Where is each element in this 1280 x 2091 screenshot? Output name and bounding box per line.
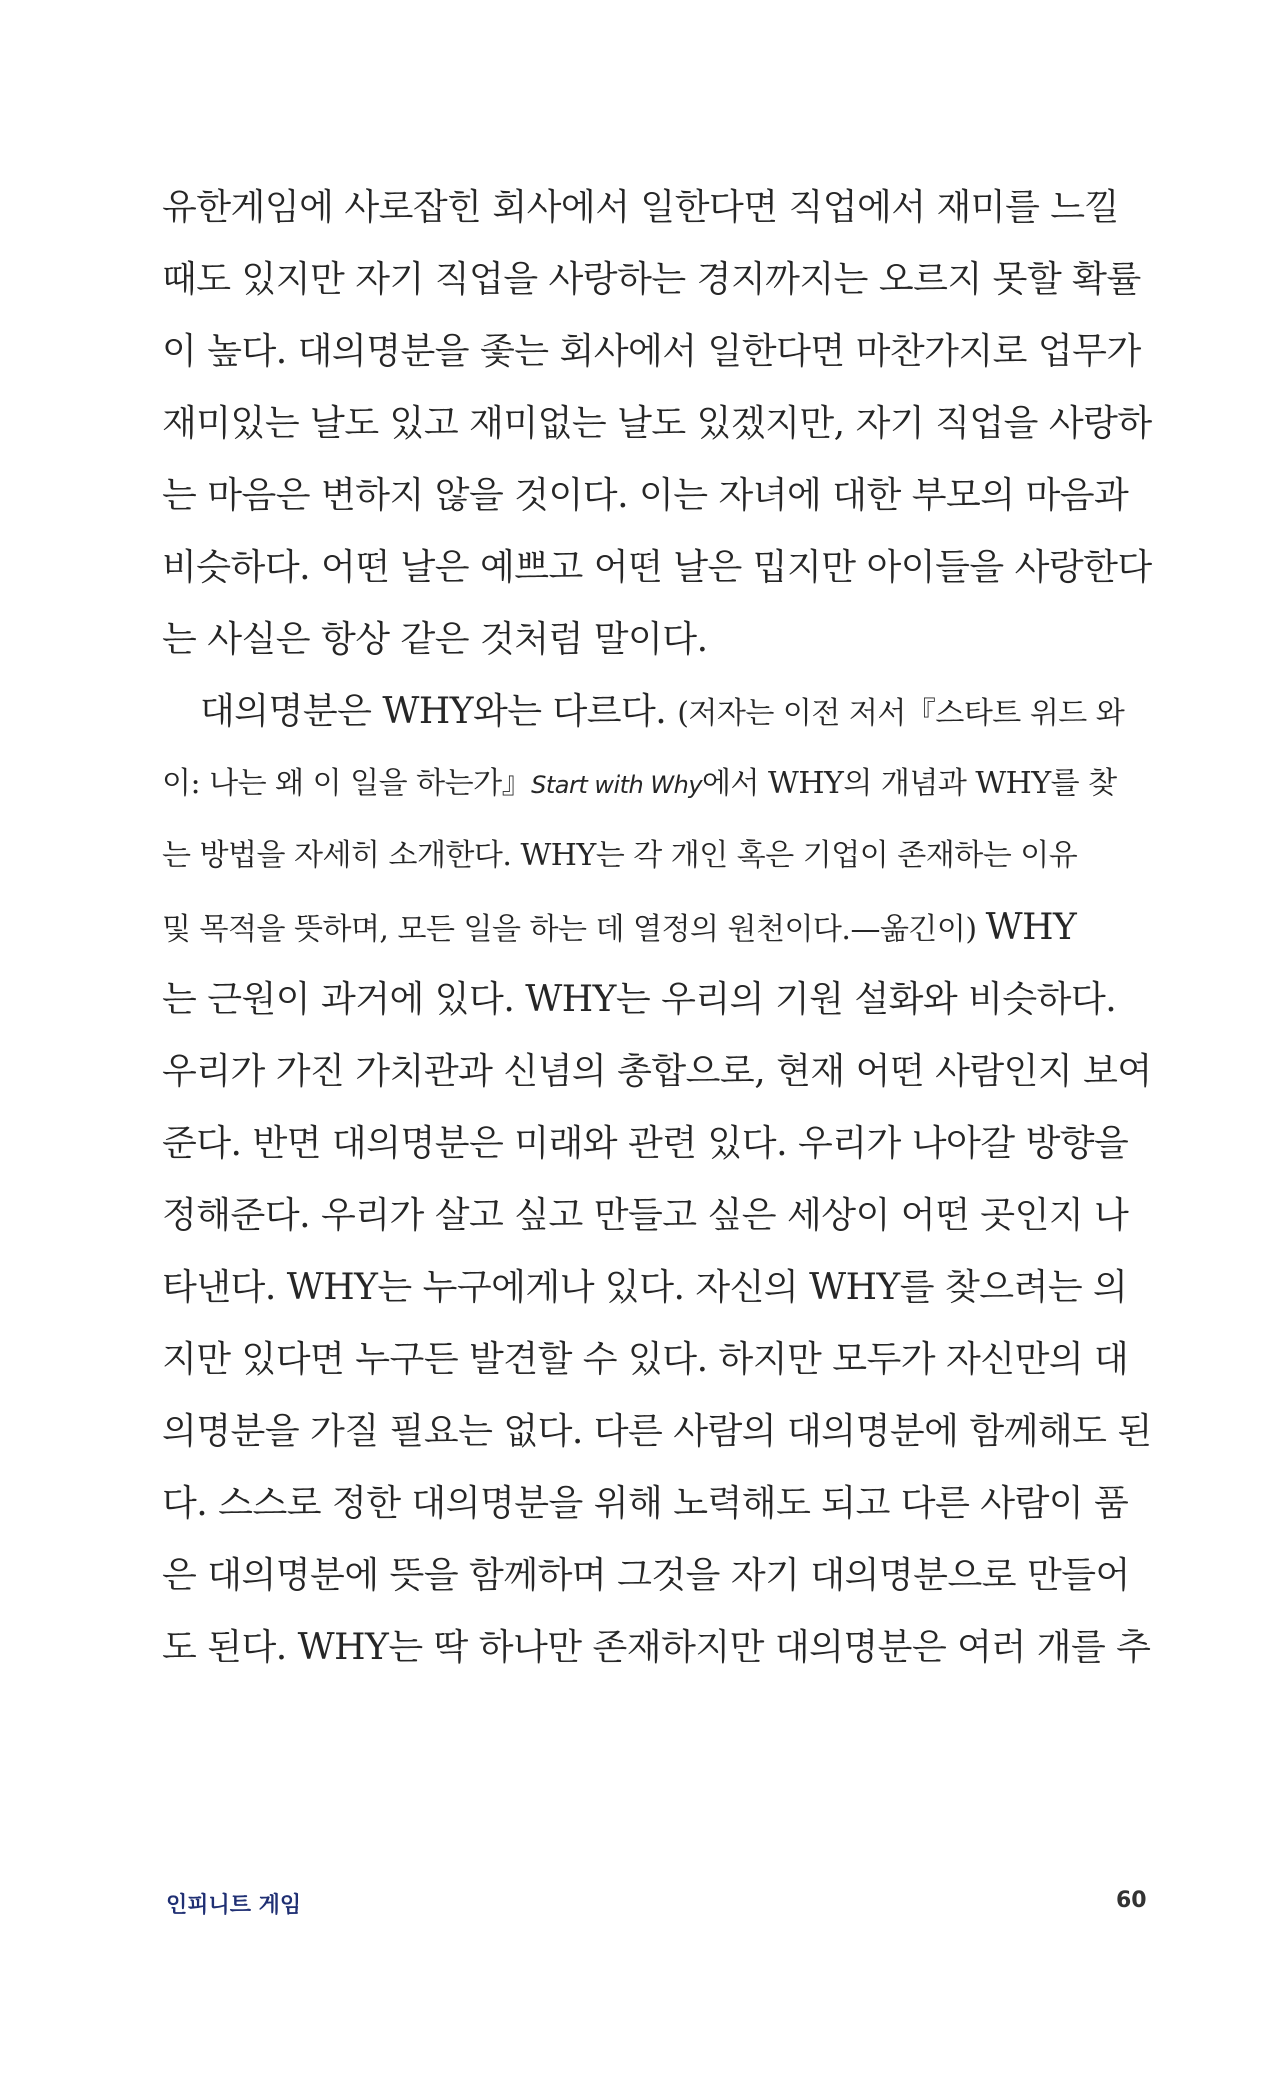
paragraph-start-line — [162, 676, 1128, 748]
translator-note: (저자는 이전 저서『스타트 위드 와 — [677, 696, 1125, 731]
text-line: 는 마음은 변하지 않을 것이다. 이는 자녀에 대한 부모의 마음과 — [162, 475, 1129, 516]
text-line: 타낸다. WHY는 누구에게나 있다. 자신의 WHY를 찾으려는 의 — [162, 1267, 1128, 1308]
text-line: 도 된다. WHY는 딱 하나만 존재하지만 대의명분은 여러 개를 추 — [162, 1627, 1151, 1668]
text-line: 때도 있지만 자기 직업을 사랑하는 경지까지는 오르지 못할 확률 — [162, 259, 1141, 300]
translator-note: 및 목적을 뜻하며, 모든 일을 하는 데 열정의 원천이다.—옮긴이) — [162, 912, 986, 947]
text-line: 정해준다. 우리가 살고 싶고 만들고 싶은 세상이 어떤 곳인지 나 — [162, 1195, 1129, 1236]
text-line: 다. 스스로 정한 대의명분을 위해 노력해도 되고 다른 사람이 품 — [162, 1483, 1129, 1524]
text-line: 준다. 반면 대의명분은 미래와 관련 있다. 우리가 나아갈 방향을 — [162, 1123, 1129, 1164]
text-line: 지만 있다면 누구든 발견할 수 있다. 하지만 모두가 자신만의 대 — [162, 1339, 1129, 1380]
text-line — [162, 892, 1128, 964]
body-text — [162, 172, 1152, 1684]
text-fragment: WHY — [985, 907, 1077, 948]
text-fragment: 대의명분은 WHY와는 다르다. — [200, 691, 678, 732]
text-line: 유한게임에 사로잡힌 회사에서 일한다면 직업에서 재미를 느낄 — [162, 187, 1119, 228]
text-line: 은 대의명분에 뜻을 함께하며 그것을 자기 대의명분으로 만들어 — [162, 1555, 1130, 1596]
text-line: 이 높다. 대의명분을 좇는 회사에서 일한다면 마찬가지로 업무가 — [162, 331, 1141, 372]
translator-note-line — [162, 748, 1128, 820]
translator-note-line: 는 방법을 자세히 소개한다. WHY는 각 개인 혹은 기업이 존재하는 이유 — [162, 838, 1078, 873]
text-line: 우리가 가진 가치관과 신념의 총합으로, 현재 어떤 사람인지 보여 — [162, 1051, 1152, 1092]
text-line: 의명분을 가질 필요는 없다. 다른 사람의 대의명분에 함께해도 된 — [162, 1411, 1152, 1452]
text-fragment: 에서 WHY의 개념과 WHY를 찾 — [702, 766, 1117, 801]
text-line: 는 근원이 과거에 있다. WHY는 우리의 기원 설화와 비슷하다. — [162, 979, 1117, 1020]
text-line: 재미있는 날도 있고 재미없는 날도 있겠지만, 자기 직업을 사랑하 — [162, 403, 1152, 444]
running-footer-title: 인피니트 게임 — [166, 1893, 302, 1918]
text-line: 는 사실은 항상 같은 것처럼 말이다. — [162, 619, 708, 660]
text-fragment: 이: 나는 왜 이 일을 하는가』 — [162, 766, 532, 801]
page-number: 60 — [1116, 1888, 1147, 1913]
text-line: 비슷하다. 어떤 날은 예쁘고 어떤 날은 밉지만 아이들을 사랑한다 — [162, 547, 1152, 588]
english-title: Start with Why — [531, 771, 703, 799]
